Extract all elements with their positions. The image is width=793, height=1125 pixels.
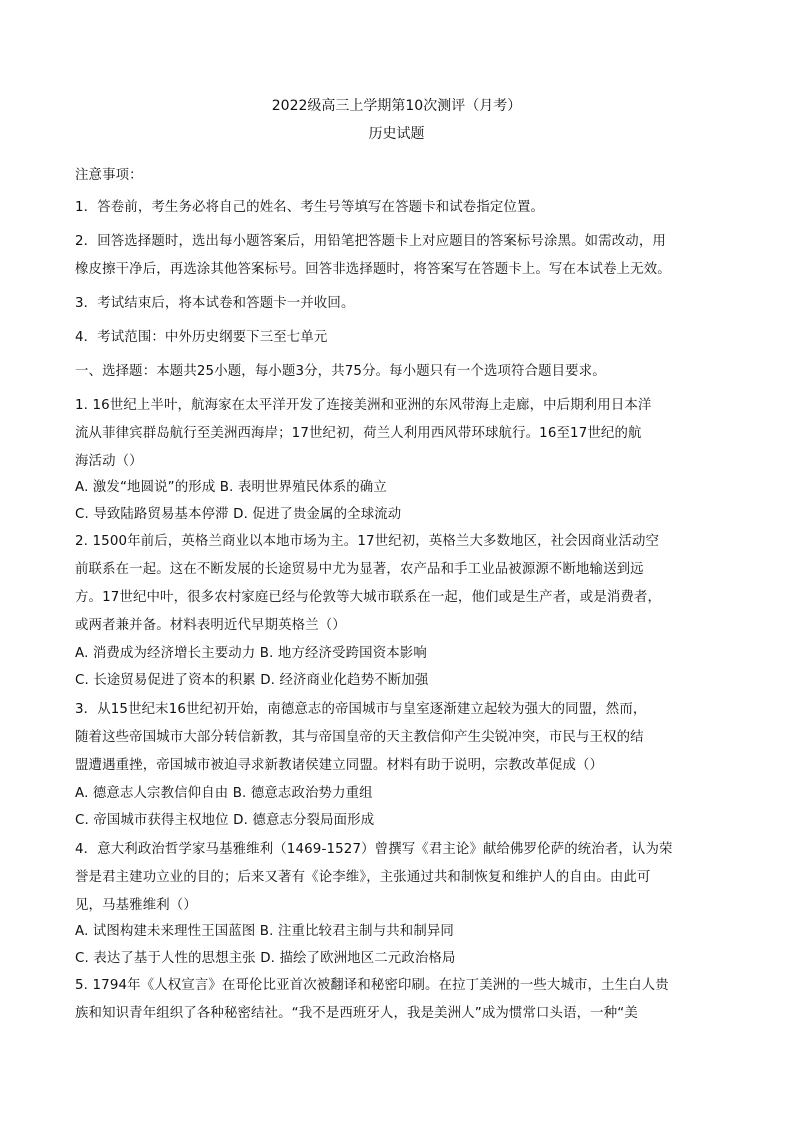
exam-title: 2022级高三上学期第10次测评（月考） [271,98,522,114]
notice-item-2-line-1: 2．回答选择题时，选出每小题答案后，用铅笔把答题卡上对应题目的答案标号涂黑。如需改动，用 [75,234,666,249]
notice-heading: 注意事项： [75,168,143,183]
q2-options-ab: A. 消费成为经济增长主要动力 B. 地方经济受跨国资本影响 [75,646,427,661]
q4-options-ab: A. 试图构建未来理性王国蓝图 B. 注重比较君主制与共和制异同 [75,924,454,939]
notice-item-1: 1．答卷前，考生务必将自己的姓名、考生号等填写在答题卡和试卷指定位置。 [75,200,545,215]
q2-stem-line-2: 前联系在一起。这在不断发展的长途贸易中尤为显著，农产品和手工业品被源源不断地输送到远 [75,562,644,577]
q1-stem-line-1: 1. 16世纪上半叶，航海家在太平洋开发了连接美洲和亚洲的东风带海上走廊，中后期利用日本洋 [75,398,652,413]
notice-item-3: 3．考试结束后，将本试卷和答题卡一并收回。 [75,296,355,311]
q1-options-ab: A. 激发“地圆说”的形成 B. 表明世界殖民体系的确立 [75,480,387,495]
q5-stem-line-2: 族和知识青年组织了各种秘密结社。“我不是西班牙人，我是美洲人”成为惯常口头语，一种“美 [75,1006,638,1021]
q3-options-ab: A. 德意志人宗教信仰自由 B. 德意志政治势力重组 [75,786,373,801]
q1-stem-line-2: 流从菲律宾群岛航行至美洲西海岸；17世纪初，荷兰人利用西风带环球航行。16至17世纪的航 [75,426,642,441]
section-heading: 一、选择题：本题共25小题，每小题3分，共75分。每小题只有一个选项符合题目要求。 [75,364,606,379]
notice-item-4: 4．考试范围：中外历史纲要下三至七单元 [75,330,328,345]
q3-options-cd: C. 帝国城市获得主权地位 D. 德意志分裂局面形成 [75,813,375,828]
q3-stem-line-1: 3．从15世纪末16世纪初开始，南德意志的帝国城市与皇室逐渐建立起较为强大的同盟，然而， [75,702,647,717]
q4-stem-line-2: 誉是君主建功立业的目的；后来又著有《论李维》，主张通过共和制恢复和维护人的自由。由此可 [75,870,651,885]
q2-stem-line-1: 2. 1500年前后，英格兰商业以本地市场为主。17世纪初，英格兰大多数地区，社会因商业活动空 [75,534,660,549]
notice-item-2-line-2: 橡皮擦干净后，再选涂其他答案标号。回答非选择题时，将答案写在答题卡上。写在本试卷上无效。 [75,262,671,277]
q2-stem-line-4: 或两者兼并备。材料表明近代早期英格兰（） [75,618,346,633]
exam-subtitle: 历史试题 [368,126,425,142]
q1-options-cd: C. 导致陆路贸易基本停滞 D. 促进了贵金属的全球流动 [75,507,402,522]
q1-stem-line-3: 海活动（） [75,454,143,469]
q4-stem-line-3: 见，马基雅维利（） [75,898,197,913]
q2-options-cd: C. 长途贸易促进了资本的积累 D. 经济商业化趋势不断加强 [75,673,429,688]
q3-stem-line-2: 随着这些帝国城市大部分转信新教，其与帝国皇帝的天主教信仰产生尖锐冲突，市民与王权的结 [75,730,644,745]
q4-stem-line-1: 4．意大利政治哲学家马基雅维利（1469-1527）曾撰写《君主论》献给佛罗伦萨的统治者，认为荣 [75,842,673,857]
q4-options-cd: C. 表达了基于人性的思想主张 D. 描绘了欧洲地区二元政治格局 [75,951,456,966]
q5-stem-line-1: 5. 1794年《人权宣言》在哥伦比亚首次被翻译和秘密印刷。在拉丁美洲的一些大城市，土生白人贵 [75,978,669,993]
q2-stem-line-3: 方。17世纪中叶，很多农村家庭已经与伦敦等大城市联系在一起，他们或是生产者，或是消费者， [75,590,662,605]
q3-stem-line-3: 盟遭遇重挫，帝国城市被迫寻求新教诸侯建立同盟。材料有助于说明，宗教改革促成（） [75,758,604,773]
